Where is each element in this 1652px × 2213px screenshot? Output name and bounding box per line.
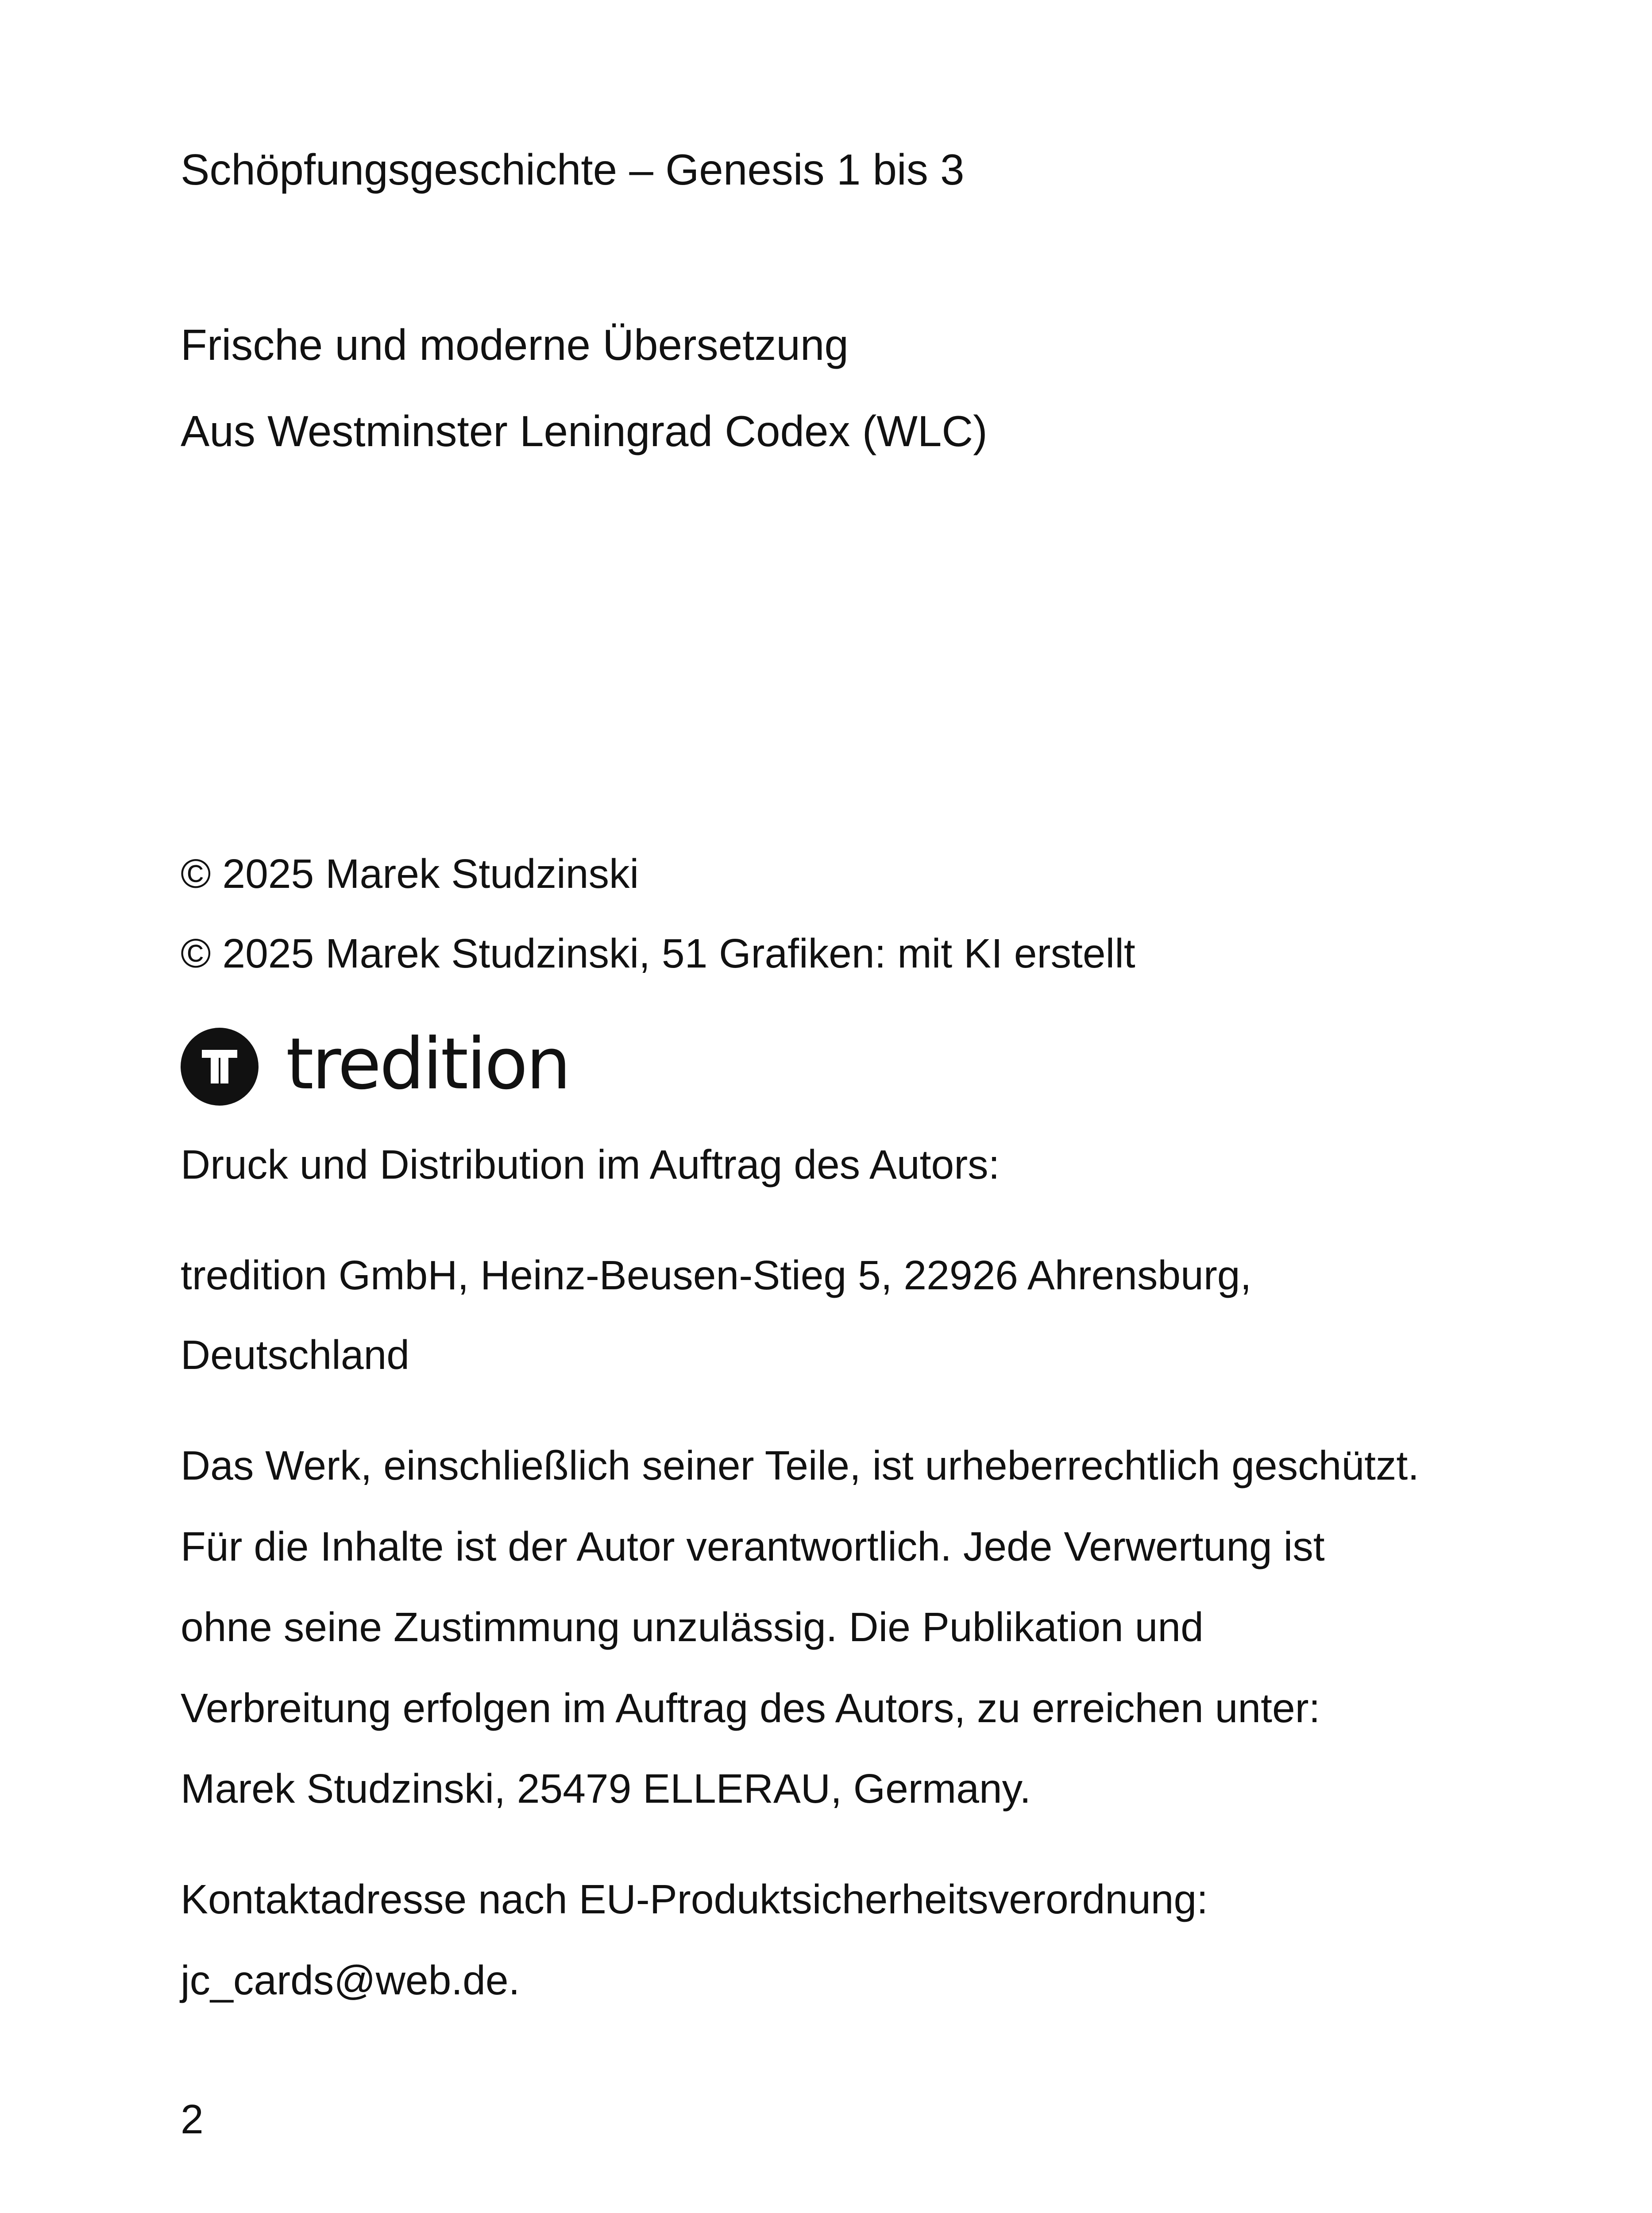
copyright-author: © 2025 Marek Studzinski (181, 851, 639, 897)
legal-notice-line: ohne seine Zustimmung unzulässig. Die Publikation und (181, 1604, 1204, 1650)
contact-email: jc_cards@web.de. (181, 1957, 520, 2003)
legal-notice-line: Das Werk, einschließlich seiner Teile, ist urheberrechtlich geschützt. (181, 1442, 1420, 1488)
legal-notice-line: Für die Inhalte ist der Autor verantwortlich. Jede Verwertung ist (181, 1523, 1325, 1569)
book-title: Schöpfungsgeschichte – Genesis 1 bis 3 (181, 145, 965, 194)
tredition-logo-mark-icon (181, 1028, 259, 1106)
contact-label: Kontaktadresse nach EU-Produktsicherheitsverordnung: (181, 1876, 1208, 1922)
legal-notice-line: Marek Studzinski, 25479 ELLERAU, Germany. (181, 1766, 1031, 1812)
subtitle-translation: Frische und moderne Übersetzung (181, 320, 849, 369)
publisher-address-line: tredition GmbH, Heinz-Beusen-Stieg 5, 22926 Ahrensburg, (181, 1252, 1252, 1298)
tredition-logo (181, 1022, 569, 1106)
subtitle-source: Aus Westminster Leningrad Codex (WLC) (181, 407, 988, 455)
page-number: 2 (181, 2096, 204, 2142)
distribution-label: Druck und Distribution im Auftrag des Autors: (181, 1141, 1000, 1187)
copyright-graphics: © 2025 Marek Studzinski, 51 Grafiken: mit KI erstellt (181, 930, 1135, 976)
legal-notice-line: Verbreitung erfolgen im Auftrag des Autors, zu erreichen unter: (181, 1685, 1320, 1731)
publisher-country: Deutschland (181, 1332, 409, 1378)
tredition-logo-text: tredition (286, 1022, 569, 1105)
